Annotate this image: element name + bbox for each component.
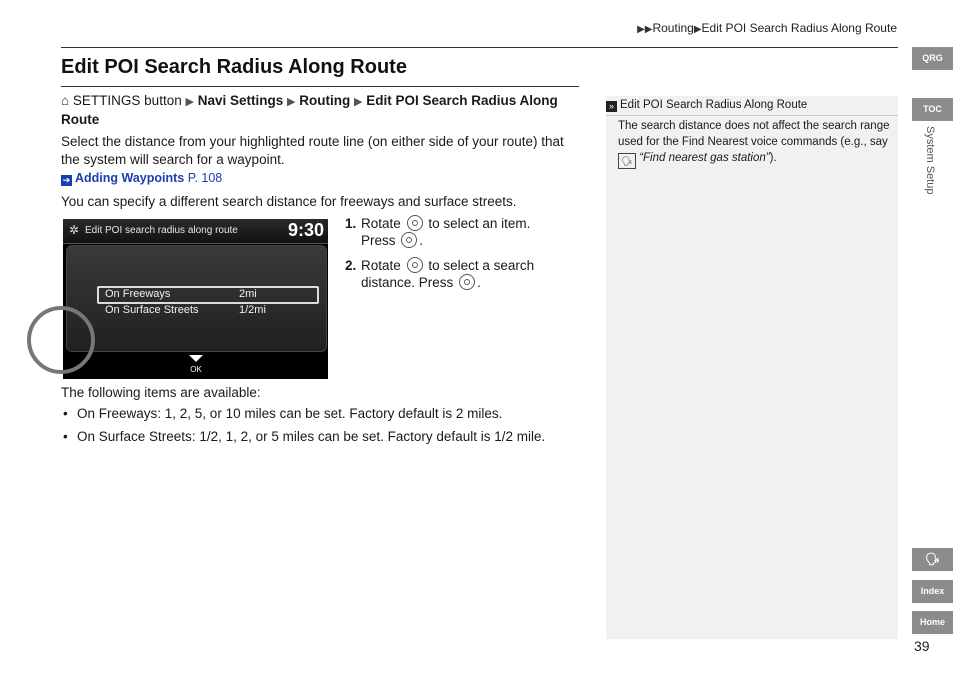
path-step: Navi Settings xyxy=(197,93,284,108)
arrow-icon: ▶▶ xyxy=(637,24,653,35)
rotate-knob-icon xyxy=(407,215,423,231)
screen-image xyxy=(63,219,328,379)
step-text: Rotate xyxy=(361,258,401,273)
row-label: On Freeways xyxy=(105,288,171,300)
note-quote: “Find nearest gas station” xyxy=(639,152,770,164)
link-label[interactable]: Adding Waypoints xyxy=(75,171,185,185)
step-text: Press xyxy=(361,233,396,248)
tab-toc[interactable]: TOC xyxy=(912,98,953,121)
items-list xyxy=(61,405,581,451)
row-value: 2mi xyxy=(239,288,257,300)
arrow-icon: ▶ xyxy=(287,96,296,108)
available-text: The following items are available: xyxy=(61,385,261,400)
note-body xyxy=(618,118,890,169)
arrow-icon: ▶ xyxy=(693,24,702,35)
screen-panel xyxy=(66,245,327,352)
row-value: 1/2mi xyxy=(239,304,266,316)
bullet-icon: • xyxy=(63,406,68,421)
breadcrumb-current: Edit POI Search Radius Along Route xyxy=(701,21,897,35)
step-text: . xyxy=(419,233,424,248)
down-arrow-icon xyxy=(189,355,203,362)
link-page[interactable]: P. 108 xyxy=(187,171,223,185)
tab-qrg[interactable]: QRG xyxy=(912,47,953,70)
divider xyxy=(61,86,579,87)
note-title: Edit POI Search Radius Along Route xyxy=(620,99,808,111)
note-header xyxy=(606,96,898,116)
note-text: ). xyxy=(769,152,777,164)
page-title: Edit POI Search Radius Along Route xyxy=(61,56,407,78)
step-text: . xyxy=(477,275,481,290)
ok-label: OK xyxy=(190,365,202,374)
item-desc: : 1, 2, 5, or 10 miles can be set. Factory default is 2 miles. xyxy=(157,406,503,421)
press-knob-icon xyxy=(459,274,475,290)
menu-path xyxy=(61,92,581,128)
note-text: The search distance does not affect the search range used for the Find Nearest voice commands (e.g., say xyxy=(618,120,890,148)
section-label: System Setup xyxy=(924,126,936,195)
steps-list xyxy=(345,215,575,299)
rotate-knob-icon xyxy=(407,257,423,273)
breadcrumb xyxy=(637,21,897,35)
step-text: to select an item. xyxy=(428,216,531,231)
page-number: 39 xyxy=(914,638,930,654)
cross-reference-link[interactable] xyxy=(61,171,222,186)
step-text: to select a search distance. Press xyxy=(361,258,535,290)
breadcrumb-routing[interactable]: Routing xyxy=(652,21,694,35)
body-text: You can specify a different search distance for freeways and surface streets. xyxy=(61,194,517,209)
screen-title: Edit POI search radius along route xyxy=(85,225,238,236)
item-term: On Freeways xyxy=(77,406,158,421)
link-arrow-icon: ➔ xyxy=(62,175,71,185)
step-item xyxy=(345,215,575,249)
screen-row-surface xyxy=(97,304,315,318)
step-item xyxy=(345,257,575,291)
talk-button-icon: 🗣 xyxy=(618,153,636,169)
tab-voice[interactable] xyxy=(912,548,953,571)
intro-text: Select the distance from your highlighted route line (on either side of your route) that the system will search for a waypoint. xyxy=(61,134,564,167)
gear-icon: ✲ xyxy=(69,223,80,237)
home-icon: ⌂ xyxy=(61,93,70,108)
screen-clock: 9:30 xyxy=(287,220,324,240)
divider xyxy=(61,47,898,48)
tab-home[interactable]: Home xyxy=(912,611,953,634)
press-knob-icon xyxy=(401,232,417,248)
path-step: Routing xyxy=(299,93,351,108)
item-term: On Surface Streets xyxy=(77,429,192,444)
side-note xyxy=(606,96,898,639)
note-icon: » xyxy=(606,101,617,112)
step-number: 1. xyxy=(345,216,357,231)
bullet-icon: • xyxy=(63,429,68,444)
tab-index[interactable]: Index xyxy=(912,580,953,603)
path-start: SETTINGS button xyxy=(72,93,182,108)
list-item xyxy=(61,428,581,445)
step-text: Rotate xyxy=(361,216,401,231)
step-number: 2. xyxy=(345,258,357,273)
item-desc: : 1/2, 1, 2, or 5 miles can be set. Factory default is 1/2 mile. xyxy=(191,429,546,444)
screen-header xyxy=(63,219,328,244)
voice-command-icon: 🗣 xyxy=(924,552,941,566)
path-step: Edit POI Search Radius Along Route xyxy=(61,93,558,127)
row-label: On Surface Streets xyxy=(105,304,199,316)
screen-row-freeways xyxy=(97,286,319,304)
list-item xyxy=(61,405,581,422)
arrow-icon: ▶ xyxy=(354,96,363,108)
dial-icon xyxy=(27,306,95,374)
arrow-icon: ▶ xyxy=(185,96,194,108)
